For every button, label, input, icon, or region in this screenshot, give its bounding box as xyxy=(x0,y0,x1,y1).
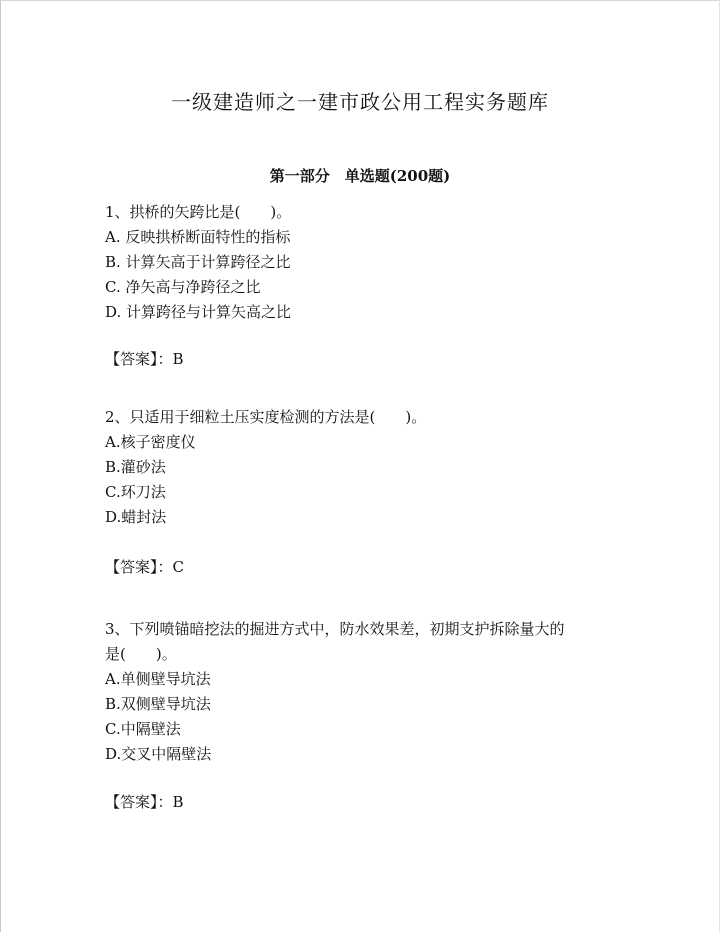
question-2-option-a: A.核子密度仪 xyxy=(105,433,196,451)
question-2-option-d: D.蜡封法 xyxy=(105,508,167,526)
question-2-option-b: B.灌砂法 xyxy=(105,458,166,476)
question-1-option-c: C. 净矢高与净跨径之比 xyxy=(105,278,261,296)
question-1-option-d: D. 计算跨径与计算矢高之比 xyxy=(105,303,292,321)
question-3-option-b: B.双侧壁导坑法 xyxy=(105,695,211,713)
question-3-answer: 【答案】：B xyxy=(105,793,184,811)
page-edge-left xyxy=(0,0,1,932)
question-2-answer: 【答案】：C xyxy=(105,558,184,576)
question-1-answer: 【答案】：B xyxy=(105,350,184,368)
section-heading: 第一部分 单选题(200题) xyxy=(269,167,451,185)
question-2-option-c: C.环刀法 xyxy=(105,483,166,501)
question-3-option-a: A.单侧壁导坑法 xyxy=(105,670,211,688)
question-1 xyxy=(105,200,625,325)
question-3 xyxy=(105,617,625,767)
question-3-stem-line-1: 3、下列喷锚暗挖法的掘进方式中，防水效果差，初期支护拆除量大的 xyxy=(105,620,565,638)
question-3-option-d: D.交叉中隔壁法 xyxy=(105,745,212,763)
question-3-stem-line-2: 是( )。 xyxy=(105,645,177,663)
document-title: 一级建造师之一建市政公用工程实务题库 xyxy=(171,90,549,114)
question-2-stem: 2、只适用于细粒土压实度检测的方法是( )。 xyxy=(105,408,427,426)
question-1-option-a: A. 反映拱桥断面特性的指标 xyxy=(105,228,291,246)
page-edge-top xyxy=(0,0,720,1)
question-1-stem: 1、拱桥的矢跨比是( )。 xyxy=(105,203,292,221)
question-1-option-b: B. 计算矢高于计算跨径之比 xyxy=(105,253,291,271)
question-3-option-c: C.中隔壁法 xyxy=(105,720,181,738)
question-2 xyxy=(105,405,625,530)
